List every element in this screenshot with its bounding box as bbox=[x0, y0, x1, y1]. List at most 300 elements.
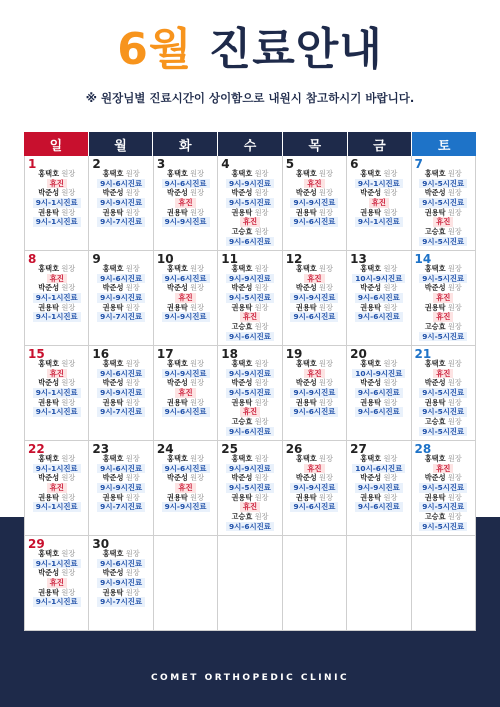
doctor-name: 권용탁 bbox=[167, 302, 188, 312]
doctor-role: 원장 bbox=[447, 264, 462, 273]
doctor-role: 원장 bbox=[125, 264, 140, 273]
day-number: 19 bbox=[285, 347, 303, 361]
doctor-role: 원장 bbox=[319, 397, 333, 407]
doctor-schedule-list bbox=[157, 359, 214, 417]
calendar-day-cell bbox=[347, 441, 411, 535]
doctor-line bbox=[28, 588, 85, 598]
hours-badge: 9시-6시진료 bbox=[355, 407, 403, 417]
day-number: 20 bbox=[350, 347, 367, 361]
doctor-line bbox=[221, 473, 278, 483]
doctor-name: 홍택호 bbox=[424, 454, 446, 463]
doctor-name: 권용탁 bbox=[360, 207, 382, 217]
doctor-name: 권용탁 bbox=[231, 397, 253, 407]
closed-badge: 휴진 bbox=[433, 369, 453, 379]
doctor-role: 원장 bbox=[61, 587, 76, 597]
doctor-schedule-list bbox=[286, 454, 343, 512]
doctor-name: 홍택호 bbox=[102, 454, 124, 463]
doctor-line bbox=[28, 283, 85, 293]
doctor-name: 홍택호 bbox=[231, 359, 253, 368]
calendar-day-cell bbox=[218, 251, 282, 345]
doctor-role: 원장 bbox=[254, 226, 269, 236]
hours-badge: 9시-9시진료 bbox=[162, 369, 210, 379]
doctor-schedule-list bbox=[157, 264, 214, 322]
doctor-role: 원장 bbox=[190, 188, 205, 198]
doctor-schedule-list bbox=[286, 264, 343, 322]
doctor-line bbox=[221, 188, 278, 198]
hours-badge: 9시-5시진료 bbox=[419, 522, 467, 532]
closed-badge: 휴진 bbox=[433, 464, 453, 474]
calendar-day-cell bbox=[154, 156, 218, 250]
doctor-line bbox=[286, 169, 343, 179]
doctor-line bbox=[350, 378, 407, 388]
doctor-line bbox=[221, 208, 278, 218]
doctor-name: 박준성 bbox=[102, 188, 124, 198]
doctor-line bbox=[28, 378, 85, 388]
doctor-line bbox=[221, 283, 278, 293]
hours-badge: 9시-6시진료 bbox=[97, 369, 145, 379]
doctor-line bbox=[415, 473, 472, 483]
doctor-role: 원장 bbox=[61, 359, 76, 368]
doctor-role: 원장 bbox=[383, 397, 398, 407]
hours-badge: 9시-5시진료 bbox=[419, 274, 467, 284]
hours-badge: 9시-9시진료 bbox=[226, 369, 274, 379]
calendar-week bbox=[24, 441, 476, 536]
hours-badge: 9시-6시진료 bbox=[97, 179, 145, 189]
calendar-day-cell bbox=[89, 346, 153, 440]
day-number: 23 bbox=[92, 442, 110, 456]
doctor-line bbox=[92, 473, 149, 483]
hours-badge: 9시-5시진료 bbox=[419, 332, 467, 342]
doctor-name: 권용탁 bbox=[424, 397, 446, 407]
doctor-role: 원장 bbox=[319, 302, 333, 312]
doctor-line bbox=[350, 398, 407, 408]
doctor-name: 홍택호 bbox=[295, 359, 317, 368]
doctor-name: 권용탁 bbox=[38, 492, 60, 502]
hours-badge: 9시-6시진료 bbox=[97, 559, 145, 569]
closed-badge: 휴진 bbox=[240, 407, 260, 417]
doctor-line bbox=[28, 398, 85, 408]
calendar-empty-cell bbox=[347, 536, 411, 630]
doctor-role: 원장 bbox=[61, 207, 76, 217]
calendar-day-cell bbox=[412, 251, 476, 345]
doctor-line bbox=[92, 398, 149, 408]
doctor-line bbox=[221, 493, 278, 503]
doctor-role: 원장 bbox=[61, 264, 76, 273]
hours-badge: 9시-1시진료 bbox=[33, 597, 81, 607]
doctor-name: 홍택호 bbox=[231, 264, 253, 273]
doctor-role: 원장 bbox=[447, 302, 462, 312]
doctor-role: 원장 bbox=[319, 492, 333, 502]
closed-badge: 휴진 bbox=[304, 369, 324, 379]
doctor-line bbox=[157, 208, 214, 218]
hours-badge: 9시-6시진료 bbox=[355, 502, 403, 512]
hours-badge: 9시-1시진료 bbox=[355, 179, 403, 189]
hours-badge: 9시-7시진료 bbox=[97, 407, 145, 417]
hours-badge: 9시-5시진료 bbox=[419, 483, 467, 493]
doctor-line bbox=[350, 473, 407, 483]
doctor-name: 홍택호 bbox=[38, 359, 60, 368]
doctor-name: 홍택호 bbox=[360, 264, 382, 273]
doctor-schedule-list bbox=[415, 359, 472, 436]
doctor-name: 홍택호 bbox=[360, 454, 382, 463]
doctor-role: 원장 bbox=[190, 283, 205, 293]
hours-badge: 9시-6시진료 bbox=[355, 293, 403, 303]
doctor-name: 홍택호 bbox=[295, 264, 317, 273]
doctor-line bbox=[28, 568, 85, 578]
doctor-line bbox=[415, 322, 472, 332]
doctor-schedule-list bbox=[92, 264, 149, 322]
hours-badge: 9시-9시진료 bbox=[97, 578, 145, 588]
doctor-name: 홍택호 bbox=[360, 169, 382, 178]
doctor-name: 홍택호 bbox=[231, 169, 253, 178]
calendar-empty-cell bbox=[218, 536, 282, 630]
closed-badge: 휴진 bbox=[240, 312, 260, 322]
doctor-line bbox=[92, 588, 149, 598]
closed-badge: 휴진 bbox=[240, 502, 260, 512]
doctor-role: 원장 bbox=[254, 302, 269, 312]
doctor-line bbox=[350, 188, 407, 198]
calendar-empty-cell bbox=[283, 536, 347, 630]
doctor-name: 권용탁 bbox=[102, 492, 124, 502]
calendar-week bbox=[24, 346, 476, 441]
closed-badge: 휴진 bbox=[47, 483, 67, 493]
weekday-sat: 토 bbox=[412, 132, 476, 156]
doctor-line bbox=[350, 303, 407, 313]
doctor-line bbox=[286, 208, 343, 218]
doctor-schedule-list bbox=[221, 454, 278, 531]
doctor-role: 원장 bbox=[190, 302, 205, 312]
doctor-line bbox=[415, 378, 472, 388]
doctor-role: 원장 bbox=[383, 359, 398, 368]
doctor-name: 권용탁 bbox=[231, 492, 253, 502]
day-number: 22 bbox=[28, 442, 45, 456]
hours-badge: 9시-1시진료 bbox=[33, 217, 81, 227]
doctor-role: 원장 bbox=[61, 378, 76, 388]
doctor-role: 원장 bbox=[254, 511, 269, 521]
doctor-role: 원장 bbox=[190, 492, 205, 502]
hours-badge: 9시-9시진료 bbox=[162, 312, 210, 322]
doctor-role: 원장 bbox=[447, 492, 462, 502]
doctor-line bbox=[92, 283, 149, 293]
closed-badge: 휴진 bbox=[47, 274, 67, 284]
doctor-role: 원장 bbox=[447, 226, 462, 236]
doctor-role: 원장 bbox=[61, 188, 76, 198]
hours-badge: 9시-6시진료 bbox=[290, 407, 338, 417]
hours-badge: 9시-6시진료 bbox=[355, 312, 403, 322]
day-number: 17 bbox=[156, 347, 174, 361]
doctor-role: 원장 bbox=[61, 397, 76, 407]
doctor-line bbox=[286, 398, 343, 408]
hours-badge: 9시-6시진료 bbox=[290, 312, 338, 322]
doctor-name: 홍택호 bbox=[295, 454, 317, 463]
doctor-role: 원장 bbox=[190, 473, 205, 483]
doctor-name: 홍택호 bbox=[102, 549, 124, 558]
doctor-role: 원장 bbox=[61, 492, 76, 502]
weekday-sun: 일 bbox=[24, 132, 89, 156]
hours-badge: 9시-5시진료 bbox=[226, 293, 274, 303]
doctor-name: 고승효 bbox=[424, 416, 446, 426]
day-number: 21 bbox=[414, 347, 432, 361]
doctor-name: 고승효 bbox=[231, 416, 253, 426]
doctor-name: 권용탁 bbox=[38, 397, 60, 407]
calendar-day-cell bbox=[24, 536, 89, 630]
doctor-role: 원장 bbox=[254, 321, 269, 331]
calendar-day-cell bbox=[412, 346, 476, 440]
doctor-role: 원장 bbox=[61, 302, 76, 312]
doctor-role: 원장 bbox=[125, 169, 140, 178]
doctor-role: 원장 bbox=[61, 454, 76, 463]
calendar-day-cell bbox=[24, 346, 89, 440]
doctor-schedule-list bbox=[157, 454, 214, 512]
hours-badge: 9시-6시진료 bbox=[162, 179, 210, 189]
doctor-name: 박준성 bbox=[424, 283, 446, 293]
doctor-line bbox=[92, 169, 149, 179]
hours-badge: 9시-5시진료 bbox=[419, 237, 467, 247]
hours-badge: 9시-1시진료 bbox=[33, 312, 81, 322]
doctor-name: 박준성 bbox=[38, 473, 60, 483]
hours-badge: 9시-6시진료 bbox=[97, 464, 145, 474]
doctor-role: 원장 bbox=[383, 302, 398, 312]
doctor-line bbox=[415, 493, 472, 503]
doctor-schedule-list bbox=[350, 454, 407, 512]
doctor-name: 박준성 bbox=[167, 473, 188, 483]
hours-badge: 9시-6시진료 bbox=[226, 522, 274, 532]
doctor-role: 원장 bbox=[125, 378, 140, 388]
calendar-empty-cell bbox=[412, 536, 476, 630]
calendar-day-cell bbox=[24, 251, 89, 345]
doctor-schedule-list bbox=[286, 359, 343, 417]
weekday-tue: 화 bbox=[153, 132, 218, 156]
doctor-name: 권용탁 bbox=[360, 302, 382, 312]
doctor-name: 박준성 bbox=[360, 473, 382, 483]
doctor-line bbox=[286, 188, 343, 198]
doctor-role: 원장 bbox=[319, 188, 333, 198]
day-number: 14 bbox=[414, 252, 432, 266]
doctor-name: 박준성 bbox=[360, 283, 382, 293]
day-number: 2 bbox=[92, 157, 101, 171]
calendar-day-cell bbox=[89, 536, 153, 630]
hours-badge: 9시-9시진료 bbox=[290, 293, 338, 303]
doctor-role: 원장 bbox=[447, 397, 462, 407]
hours-badge: 9시-5시진료 bbox=[419, 179, 467, 189]
hours-badge: 9시-6시진료 bbox=[226, 237, 274, 247]
calendar-day-cell bbox=[347, 156, 411, 250]
doctor-line bbox=[157, 493, 214, 503]
doctor-name: 권용탁 bbox=[424, 207, 446, 217]
calendar-day-cell bbox=[283, 251, 347, 345]
day-number: 6 bbox=[350, 157, 359, 171]
hours-badge: 9시-1시진료 bbox=[33, 502, 81, 512]
doctor-role: 원장 bbox=[383, 264, 398, 273]
doctor-role: 원장 bbox=[383, 454, 398, 463]
closed-badge: 휴진 bbox=[175, 198, 195, 208]
calendar-grid bbox=[24, 156, 476, 631]
calendar-day-cell bbox=[89, 441, 153, 535]
doctor-role: 원장 bbox=[319, 264, 333, 273]
doctor-schedule-list bbox=[221, 169, 278, 246]
day-number: 10 bbox=[156, 252, 174, 266]
doctor-role: 원장 bbox=[319, 454, 333, 463]
notice-text: ※ 원장님별 진료시간이 상이함으로 내원시 참고하시기 바랍니다. bbox=[85, 91, 415, 105]
doctor-schedule-list bbox=[350, 169, 407, 227]
calendar-day-cell bbox=[218, 346, 282, 440]
doctor-line bbox=[28, 208, 85, 218]
calendar-day-cell bbox=[154, 251, 218, 345]
doctor-name: 권용탁 bbox=[295, 207, 317, 217]
calendar-day-cell bbox=[347, 346, 411, 440]
day-number: 25 bbox=[221, 442, 238, 456]
doctor-name: 박준성 bbox=[424, 473, 446, 483]
doctor-name: 고승효 bbox=[424, 511, 446, 521]
hours-badge: 9시-9시진료 bbox=[162, 217, 210, 227]
doctor-line bbox=[92, 303, 149, 313]
calendar-day-cell bbox=[283, 156, 347, 250]
doctor-role: 원장 bbox=[447, 416, 462, 426]
doctor-role: 원장 bbox=[383, 207, 398, 217]
hours-badge: 9시-1시진료 bbox=[33, 293, 81, 303]
hours-badge: 9시-7시진료 bbox=[97, 217, 145, 227]
day-number: 7 bbox=[414, 157, 423, 171]
doctor-role: 원장 bbox=[383, 169, 398, 178]
doctor-schedule-list bbox=[28, 549, 85, 607]
hours-badge: 9시-1시진료 bbox=[33, 388, 81, 398]
doctor-role: 원장 bbox=[447, 454, 462, 463]
doctor-line bbox=[28, 264, 85, 274]
day-number: 30 bbox=[92, 537, 110, 551]
doctor-role: 원장 bbox=[190, 378, 205, 388]
doctor-schedule-list bbox=[221, 264, 278, 341]
doctor-line bbox=[157, 169, 214, 179]
doctor-role: 원장 bbox=[125, 207, 140, 217]
doctor-line bbox=[415, 398, 472, 408]
doctor-schedule-list bbox=[157, 169, 214, 227]
hours-badge: 9시-6시진료 bbox=[290, 217, 338, 227]
doctor-name: 권용탁 bbox=[360, 492, 382, 502]
title-month: 6월 bbox=[117, 24, 193, 75]
hours-badge: 9시-5시진료 bbox=[226, 388, 274, 398]
doctor-schedule-list bbox=[28, 169, 85, 227]
doctor-line bbox=[350, 283, 407, 293]
doctor-name: 권용탁 bbox=[102, 207, 124, 217]
doctor-line bbox=[28, 303, 85, 313]
doctor-line bbox=[221, 322, 278, 332]
doctor-schedule-list bbox=[92, 169, 149, 227]
doctor-name: 박준성 bbox=[38, 283, 60, 293]
doctor-name: 박준성 bbox=[102, 473, 124, 483]
weekday-header bbox=[24, 132, 476, 156]
doctor-role: 원장 bbox=[254, 207, 269, 217]
doctor-line bbox=[286, 473, 343, 483]
doctor-role: 원장 bbox=[125, 188, 140, 198]
calendar-empty-cell bbox=[154, 536, 218, 630]
doctor-name: 박준성 bbox=[167, 283, 188, 293]
doctor-role: 원장 bbox=[125, 454, 140, 463]
weekday-fri: 금 bbox=[348, 132, 413, 156]
doctor-name: 홍택호 bbox=[424, 359, 446, 368]
doctor-schedule-list bbox=[286, 169, 343, 227]
hours-badge: 9시-1시진료 bbox=[355, 217, 403, 227]
doctor-role: 원장 bbox=[190, 169, 205, 178]
doctor-line bbox=[350, 493, 407, 503]
doctor-name: 박준성 bbox=[360, 378, 382, 388]
doctor-name: 홍택호 bbox=[102, 264, 124, 273]
calendar-week bbox=[24, 251, 476, 346]
hours-badge: 9시-6시진료 bbox=[97, 274, 145, 284]
calendar-week bbox=[24, 536, 476, 631]
calendar-week bbox=[24, 156, 476, 251]
hours-badge: 9시-9시진료 bbox=[226, 179, 274, 189]
doctor-name: 홍택호 bbox=[167, 169, 188, 178]
doctor-role: 원장 bbox=[319, 169, 333, 178]
doctor-role: 원장 bbox=[125, 492, 140, 502]
hours-badge: 9시-9시진료 bbox=[97, 388, 145, 398]
doctor-role: 원장 bbox=[319, 378, 333, 388]
hours-badge: 9시-9시진료 bbox=[226, 274, 274, 284]
doctor-role: 원장 bbox=[383, 283, 398, 293]
doctor-name: 박준성 bbox=[360, 188, 382, 198]
doctor-line bbox=[415, 208, 472, 218]
doctor-role: 원장 bbox=[383, 473, 398, 483]
hours-badge: 9시-1시진료 bbox=[33, 407, 81, 417]
doctor-role: 원장 bbox=[254, 378, 269, 388]
doctor-role: 원장 bbox=[125, 473, 140, 483]
doctor-line bbox=[286, 303, 343, 313]
doctor-role: 원장 bbox=[254, 416, 269, 426]
hours-badge: 9시-1시진료 bbox=[33, 464, 81, 474]
doctor-line bbox=[221, 512, 278, 522]
doctor-role: 원장 bbox=[447, 207, 462, 217]
doctor-role: 원장 bbox=[125, 568, 140, 578]
doctor-name: 박준성 bbox=[295, 473, 317, 483]
closed-badge: 휴진 bbox=[304, 274, 324, 284]
doctor-schedule-list bbox=[415, 454, 472, 531]
doctor-name: 고승효 bbox=[231, 321, 253, 331]
doctor-role: 원장 bbox=[254, 264, 269, 273]
day-number: 26 bbox=[285, 442, 303, 456]
doctor-role: 원장 bbox=[125, 283, 140, 293]
doctor-line bbox=[221, 303, 278, 313]
doctor-name: 박준성 bbox=[295, 378, 317, 388]
doctor-role: 원장 bbox=[447, 511, 462, 521]
doctor-role: 원장 bbox=[61, 568, 76, 578]
doctor-role: 원장 bbox=[447, 359, 462, 368]
doctor-name: 고승효 bbox=[231, 226, 253, 236]
doctor-name: 홍택호 bbox=[360, 359, 382, 368]
title-text: 진료안내 bbox=[208, 24, 383, 75]
hours-badge: 9시-7시진료 bbox=[97, 597, 145, 607]
closed-badge: 휴진 bbox=[240, 217, 260, 227]
calendar-day-cell bbox=[218, 441, 282, 535]
doctor-line bbox=[92, 264, 149, 274]
doctor-name: 권용탁 bbox=[38, 587, 60, 597]
doctor-schedule-list bbox=[350, 359, 407, 417]
day-number: 8 bbox=[28, 252, 37, 266]
day-number: 27 bbox=[350, 442, 367, 456]
closed-badge: 휴진 bbox=[433, 217, 453, 227]
doctor-role: 원장 bbox=[254, 397, 269, 407]
doctor-schedule-list bbox=[92, 454, 149, 512]
doctor-role: 원장 bbox=[254, 492, 269, 502]
doctor-name: 권용탁 bbox=[102, 397, 124, 407]
doctor-name: 권용탁 bbox=[38, 302, 60, 312]
day-number: 9 bbox=[92, 252, 101, 266]
doctor-name: 박준성 bbox=[38, 188, 60, 198]
hours-badge: 9시-6시진료 bbox=[355, 388, 403, 398]
doctor-name: 홍택호 bbox=[167, 454, 188, 463]
closed-badge: 휴진 bbox=[369, 198, 389, 208]
doctor-name: 권용탁 bbox=[102, 587, 124, 597]
weekday-thu: 목 bbox=[283, 132, 348, 156]
